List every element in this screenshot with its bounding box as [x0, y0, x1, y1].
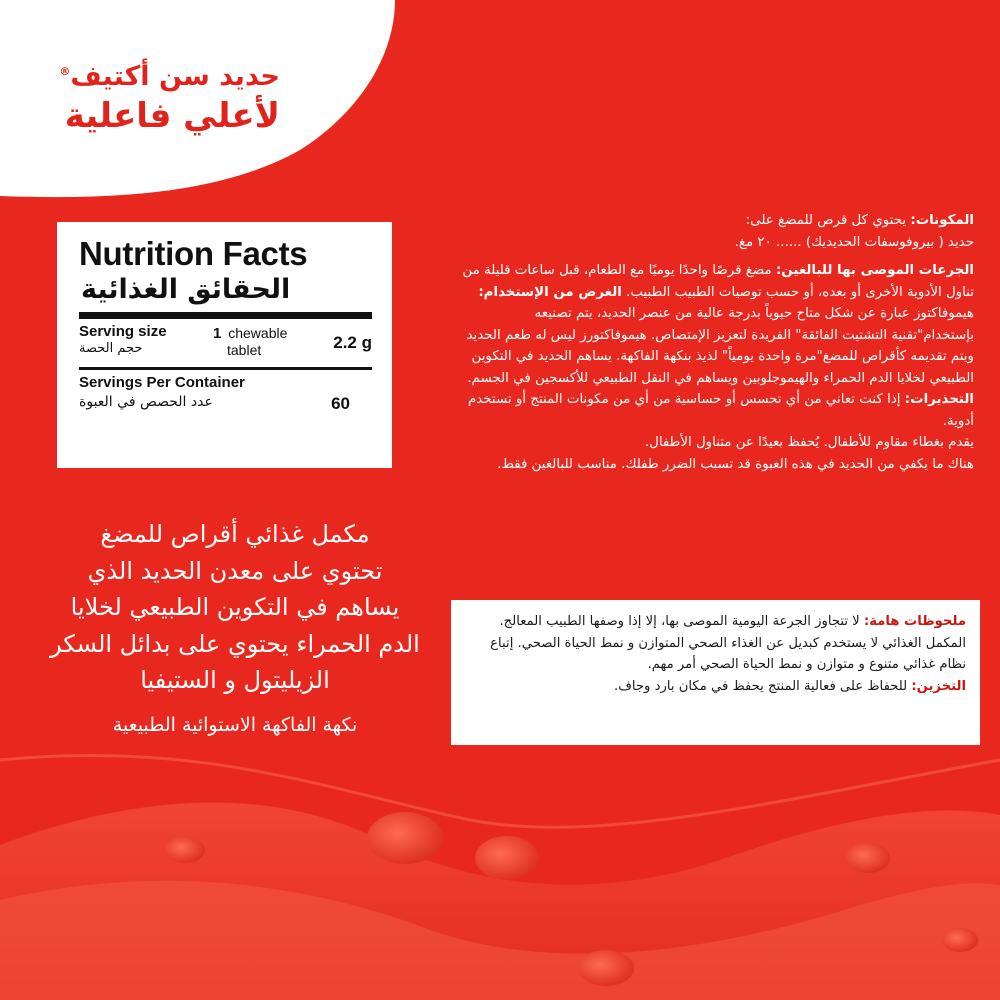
important-notes-panel	[451, 600, 980, 745]
fruit-drop-decoration	[942, 928, 978, 952]
serving-size-label: Serving size	[79, 323, 167, 340]
brand-line-2: لأعلي فاعلية	[64, 96, 280, 136]
serving-size-quantity: 1 chewable tablet	[213, 325, 288, 358]
description-line: تحتوي على معدن الحديد الذي	[87, 556, 383, 585]
divider	[79, 312, 372, 319]
fruit-drop-decoration	[578, 950, 634, 986]
serving-size-label-ar: حجم الحصة	[79, 341, 143, 356]
warnings-paragraph: التحذيرات: إذا كنت تعاني من أي تحسس أو حساسية من أي من مكونات المنتج أو تستخدم أدوية.	[467, 392, 974, 429]
nutrition-title-ar: الحقائق الغذائية	[81, 274, 291, 305]
description-line: الدم الحمراء يحتوي على بدائل السكر	[50, 629, 420, 658]
storage-text: التخزين: للحفاظ على فعالية المنتج يحفظ في مكان بارد وجاف.	[614, 678, 966, 694]
serving-weight: 2.2 g	[333, 333, 372, 352]
serving-size-row	[79, 319, 372, 367]
fruit-drop-decoration	[367, 812, 443, 864]
warnings-child-line: يقدم بغطاء مقاوم للأطفال. يُحفظ بعيدًا عن متناول الأطفال.	[644, 435, 974, 450]
description-line: يساهم في التكوين الطبيعي لخلايا	[70, 593, 400, 621]
ingredients-info	[452, 210, 974, 475]
flavor-line: نكهة الفاكهة الاستوائية الطبيعية	[112, 713, 358, 736]
ingredients-paragraph: المكونات: يحتوي كل قرص للمضغ على:	[745, 213, 974, 228]
dosage-paragraph: الجرعات الموصى بها للبالغين: مضغ قرصًا واحدًا يوميًا مع الطعام، قبل ساعات قليلة من تناول الأدوية الأخرى أو بعده، أو حسب توصيات الطبيب الطبيب. الغرض من الإستخدام: هيموفاكتوز عبارة عن شكل متاح حيوياً بدرجة عالية من عنصر الحديد، يتم تصنيعه بإستخدام"تقنية التشتيت الفائقة" الفريدة لتعزيز الإمتصاص. هيموفاكتورز ليس له طعم الحديد ويتم تقديمه كأقراص للمضغ"مرة واحدة يومياً" لذيذ بنكهة الفاكهة. يساهم الحديد في التكوين الطبيعي لخلايا الدم الحمراء والهيموجلوبين ويساهم في النقل الطبيعي للأكسجين في الجسم.	[462, 263, 974, 386]
product-description	[40, 516, 430, 743]
description-line: الزيليتول و الستيفيا	[140, 666, 330, 694]
nutrition-facts-panel	[57, 222, 392, 468]
important-notes-text: ملحوظات هامة: لا تتجاوز الجرعة اليومية الموصى بها، إلا إذا وصفها الطبيب المعالج. المكمل الغذائي لا يستخدم كبديل عن الغذاء الصحي المتوازن و نمط الحياة الصحي. إتباع نظام غذائي متنوع و متوازن و نمط الحياة الصحي أمر مهم.	[490, 614, 966, 672]
fruit-drop-decoration	[475, 836, 539, 880]
brand-line-1: حديد سن أكتيف®	[59, 61, 280, 92]
servings-per-container-row	[79, 370, 372, 418]
servings-per-container-label-ar: عدد الحصص في العبوة	[79, 394, 213, 410]
brand-headline	[40, 55, 280, 138]
fruit-drop-decoration	[165, 837, 205, 863]
nutrition-title-en: Nutrition Facts	[79, 235, 308, 272]
ingredients-detail: حديد ( بيروفوسفات الحديديك) ...... ٢٠ مغ.	[734, 234, 974, 250]
warnings-adult-line: هناك ما يكفي من الحديد في هذه العبوة قد تسبب الضرر طفلك. مناسب للبالغين فقط.	[497, 456, 974, 472]
servings-per-container-label: Servings Per Container	[79, 374, 245, 391]
servings-per-container-value: 60	[331, 394, 350, 413]
description-line: مكمل غذائي أقراص للمضغ	[100, 520, 370, 548]
fruit-drop-decoration	[846, 843, 890, 873]
